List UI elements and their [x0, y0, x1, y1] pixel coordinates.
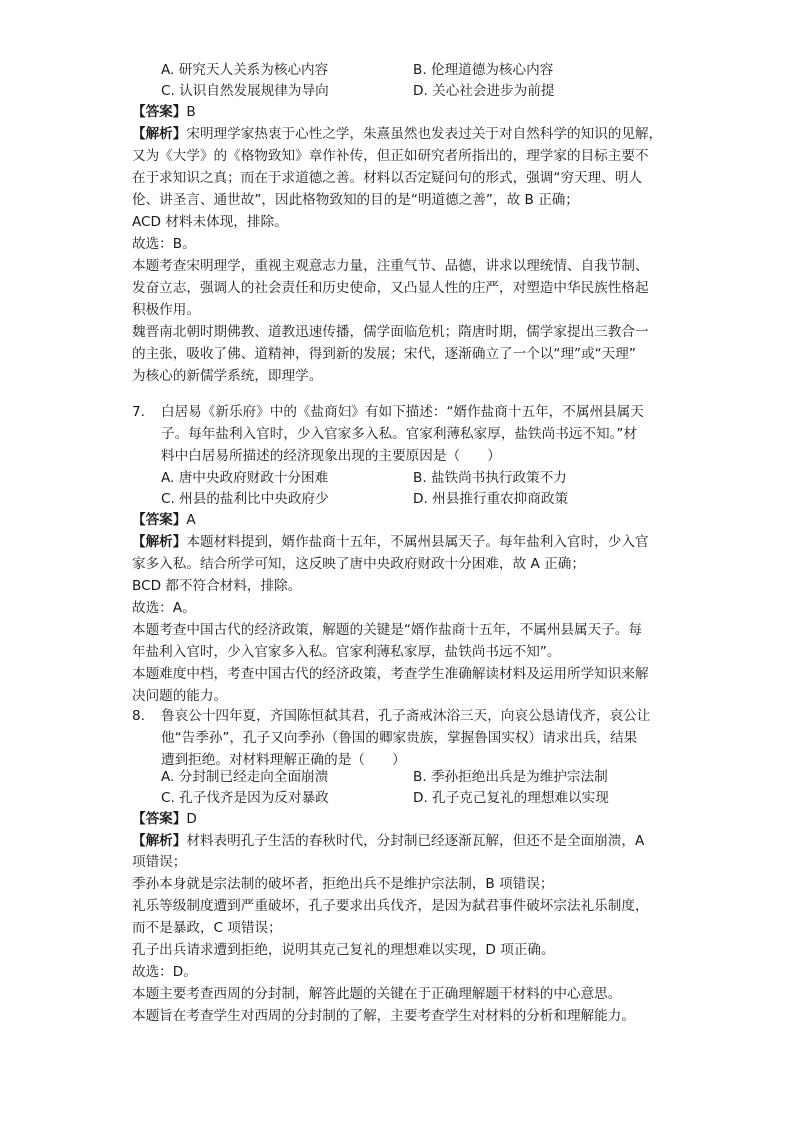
answer-value: D: [186, 811, 197, 827]
q7-answer: [132, 510, 196, 531]
q7-option-a: A. 唐中央政府财政十分困难: [161, 470, 329, 486]
q7-number: 7.: [132, 404, 145, 420]
q6-analysis-line-10: 的主张，吸收了佛、道精神，得到新的发展；宋代，逐渐确立了一个以“理”或“天理”: [132, 346, 636, 362]
answer-value: B: [186, 104, 196, 120]
q6-option-c: C. 认识自然发展规律为导向: [161, 83, 329, 99]
q7-analysis-line-6: 本题难度中档，考查中国古代的经济政策，考查学生准确解读材料及运用所学知识来解: [132, 666, 649, 682]
q6-analysis-line-0: 【解析】宋明理学家热衷于心性之学，朱熹虽然也发表过关于对自然科学的知识的见解，: [132, 126, 663, 142]
q7-analysis-line-2: BCD 都不符合材料，排除。: [132, 578, 302, 594]
q8-analysis-line-0: 【解析】材料表明孔子生活的春秋时代，分封制已经逐渐瓦解，但还不是全面崩溃，A: [132, 833, 645, 849]
q7-analysis-line-3: 故选：A。: [132, 600, 196, 616]
q7-analysis-line-0: 【解析】本题材料提到，婿作盐商十五年，不属州县属天子。每年盐利入官时，少入官: [132, 534, 649, 550]
analysis-tag: 【解析】: [132, 833, 187, 849]
q6-answer: [132, 102, 196, 123]
q8-stem-line-1: 他“告季孙”，孔子又向季孙（鲁国的卿家贵族，掌握鲁国实权）请求出兵，结果: [161, 730, 638, 746]
q6-analysis-line-7: 发奋立志，强调人的社会责任和历史使命，又凸显人性的庄严，对塑造中华民族性格起: [132, 280, 649, 296]
answer-tag: 【答案】: [132, 104, 187, 120]
answer-tag: 【答案】: [132, 811, 187, 827]
q8-analysis-line-8: 本题旨在考查学生对西周的分封制的了解，主要考查学生对材料的分析和理解能力。: [132, 1008, 635, 1024]
answer-value: A: [186, 512, 196, 528]
q8-stem-line-0: 鲁哀公十四年夏，齐国陈恒弑其君，孔子斋戒沐浴三天，向哀公恳请伐齐，哀公让: [161, 708, 651, 724]
q7-stem-line-2: 料中白居易所描述的经济现象出现的主要原因是（ ）: [161, 448, 501, 464]
q6-analysis-line-8: 积极作用。: [132, 302, 200, 318]
q6-analysis-line-11: 为核心的新儒学系统，即理学。: [132, 368, 323, 384]
q7-analysis-line-1: 家多入私。结合所学可知，这反映了唐中央政府财政十分困难，故 A 正确；: [132, 556, 585, 572]
q8-analysis-line-7: 本题主要考查西周的分封制，解答此题的关键在于正确理解题干材料的中心意思。: [132, 986, 622, 1002]
q8-number: 8.: [132, 708, 145, 724]
q6-option-a: A. 研究天人关系为核心内容: [161, 62, 329, 78]
q8-option-d: D. 孔子克己复礼的理想难以实现: [413, 790, 609, 806]
q6-option-d: D. 关心社会进步为前提: [413, 83, 555, 99]
q6-analysis-line-5: 故选：B。: [132, 236, 196, 252]
q7-analysis-line-5: 年盐利入官时，少入官家多入私。官家利薄私家厚，盐铁尚书远不知”。: [132, 644, 561, 660]
q8-stem-line-2: 遭到拒绝。对材料理解正确的是（ ）: [161, 752, 406, 768]
q6-analysis-line-9: 魏晋南北朝时期佛教、道教迅速传播，儒学面临危机；隋唐时期，儒学家提出三教合一: [132, 324, 649, 340]
q7-stem-line-0: 白居易《新乐府》中的《盐商妇》有如下描述：“婿作盐商十五年，不属州县属天: [161, 404, 644, 420]
q8-option-b: B. 季孙拒绝出兵是为维护宗法制: [413, 769, 608, 785]
q7-option-d: D. 州县推行重农抑商政策: [413, 491, 569, 507]
q8-option-a: A. 分封制已经走向全面崩溃: [161, 769, 329, 785]
q7-analysis-line-4: 本题考查中国古代的经济政策，解题的关键是“婿作盐商十五年，不属州县属天子。每: [132, 622, 643, 638]
q6-analysis-line-3: 伦、讲圣言、通世故”，因此格物致知的目的是“明道德之善”，故 B 正确；: [132, 192, 579, 208]
answer-tag: 【答案】: [132, 512, 187, 528]
q7-analysis-line-7: 决问题的能力。: [132, 688, 228, 704]
analysis-tag: 【解析】: [132, 534, 187, 550]
q8-analysis-line-2: 季孙本身就是宗法制的破坏者，拒绝出兵不是维护宗法制，B 项错误；: [132, 876, 554, 892]
q6-option-b: B. 伦理道德为核心内容: [413, 62, 554, 78]
q7-option-b: B. 盐铁尚书执行政策不力: [413, 470, 567, 486]
q7-option-c: C. 州县的盐利比中央政府少: [161, 491, 329, 507]
q8-analysis-line-3: 礼乐等级制度遭到严重破坏，孔子要求出兵伐齐，是因为弑君事件破坏宗法礼乐制度，: [132, 898, 649, 914]
q7-stem-line-1: 子。每年盐利入官时，少入官家多入私。官家利薄私家厚，盐铁尚书远不知。”材: [161, 426, 638, 442]
q8-option-c: C. 孔子伐齐是因为反对暴政: [161, 790, 329, 806]
q8-analysis-line-5: 孔子出兵请求遭到拒绝，说明其克己复礼的理想难以实现，D 项正确。: [132, 942, 555, 958]
q8-answer: [132, 809, 197, 830]
q8-analysis-line-4: 而不是暴政，C 项错误；: [132, 920, 282, 936]
analysis-tag: 【解析】: [132, 126, 187, 142]
q6-analysis-line-2: 在于求知识之真；而在于求道德之善。材料以否定疑问句的形式，强调“穷天理、明人: [132, 170, 643, 186]
q6-analysis-line-1: 又为《大学》的《格物致知》章作补传，但正如研究者所指出的，理学家的目标主要不: [132, 148, 649, 164]
q8-analysis-line-1: 项错误；: [132, 854, 187, 870]
q6-analysis-line-4: ACD 材料未体现，排除。: [132, 214, 288, 230]
q6-analysis-line-6: 本题考查宋明理学，重视主观意志力量，注重气节、品德，讲求以理统情、自我节制、: [132, 258, 649, 274]
q8-analysis-line-6: 故选：D。: [132, 964, 197, 980]
